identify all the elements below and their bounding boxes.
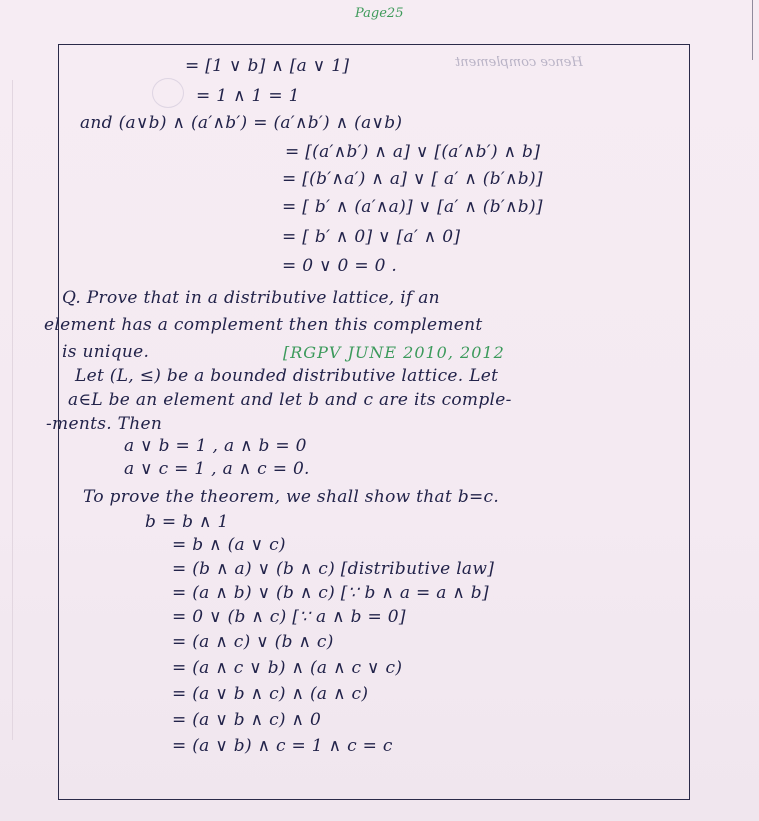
derivation-line-8: = 0 ∨ 0 = 0 . bbox=[282, 256, 398, 276]
proof-line-9: = (b ∧ a) ∨ (b ∧ c) [distributive law] bbox=[172, 559, 495, 579]
proof-line-11: = 0 ∨ (b ∧ c) [∵ a ∧ b = 0] bbox=[172, 607, 406, 627]
proof-line-14: = (a ∨ b ∧ c) ∧ (a ∧ c) bbox=[172, 684, 369, 704]
proof-line-4: a ∨ b = 1 , a ∧ b = 0 bbox=[124, 436, 307, 456]
derivation-line-5: = [(b′∧a′) ∧ a] ∨ [ a′ ∧ (b′∧b)] bbox=[282, 169, 543, 189]
proof-line-16: = (a ∨ b) ∧ c = 1 ∧ c = c bbox=[172, 736, 393, 756]
derivation-line-1: = [1 ∨ b] ∧ [a ∨ 1] bbox=[185, 56, 350, 76]
derivation-line-7: = [ b′ ∧ 0] ∨ [a′ ∧ 0] bbox=[282, 227, 461, 247]
derivation-line-3: and (a∨b) ∧ (a′∧b′) = (a′∧b′) ∧ (a∨b) bbox=[80, 113, 403, 133]
proof-line-7: b = b ∧ 1 bbox=[145, 512, 229, 532]
question-line-2: element has a complement then this complement bbox=[44, 315, 483, 335]
proof-line-3: -ments. Then bbox=[46, 414, 163, 434]
page-edge-shadow bbox=[0, 80, 13, 740]
bleed-through-text: Hence complement bbox=[455, 55, 583, 70]
page-number: Page25 bbox=[355, 6, 404, 21]
question-line-1: Q. Prove that in a distributive lattice, if an bbox=[62, 288, 440, 308]
proof-line-10: = (a ∧ b) ∨ (b ∧ c) [∵ b ∧ a = a ∧ b] bbox=[172, 583, 489, 603]
proof-line-5: a ∨ c = 1 , a ∧ c = 0. bbox=[124, 459, 310, 479]
proof-line-6: To prove the theorem, we shall show that b=c. bbox=[83, 487, 500, 507]
ink-smudge bbox=[152, 78, 184, 108]
proof-line-15: = (a ∨ b ∧ c) ∧ 0 bbox=[172, 710, 322, 730]
page-edge-mark bbox=[744, 0, 753, 60]
derivation-line-2: = 1 ∧ 1 = 1 bbox=[196, 86, 300, 106]
proof-line-8: = b ∧ (a ∨ c) bbox=[172, 535, 286, 555]
proof-line-1: Let (L, ≤) be a bounded distributive lattice. Let bbox=[75, 366, 499, 386]
proof-line-2: a∈L be an element and let b and c are its comple- bbox=[68, 390, 512, 410]
proof-line-13: = (a ∧ c ∨ b) ∧ (a ∧ c ∨ c) bbox=[172, 658, 403, 678]
question-line-3: is unique. bbox=[62, 342, 150, 362]
proof-line-12: = (a ∧ c) ∨ (b ∧ c) bbox=[172, 632, 334, 652]
derivation-line-6: = [ b′ ∧ (a′∧a)] ∨ [a′ ∧ (b′∧b)] bbox=[282, 197, 543, 217]
exam-reference: [RGPV JUNE 2010, 2012 bbox=[283, 343, 505, 362]
derivation-line-4: = [(a′∧b′) ∧ a] ∨ [(a′∧b′) ∧ b] bbox=[285, 142, 541, 162]
